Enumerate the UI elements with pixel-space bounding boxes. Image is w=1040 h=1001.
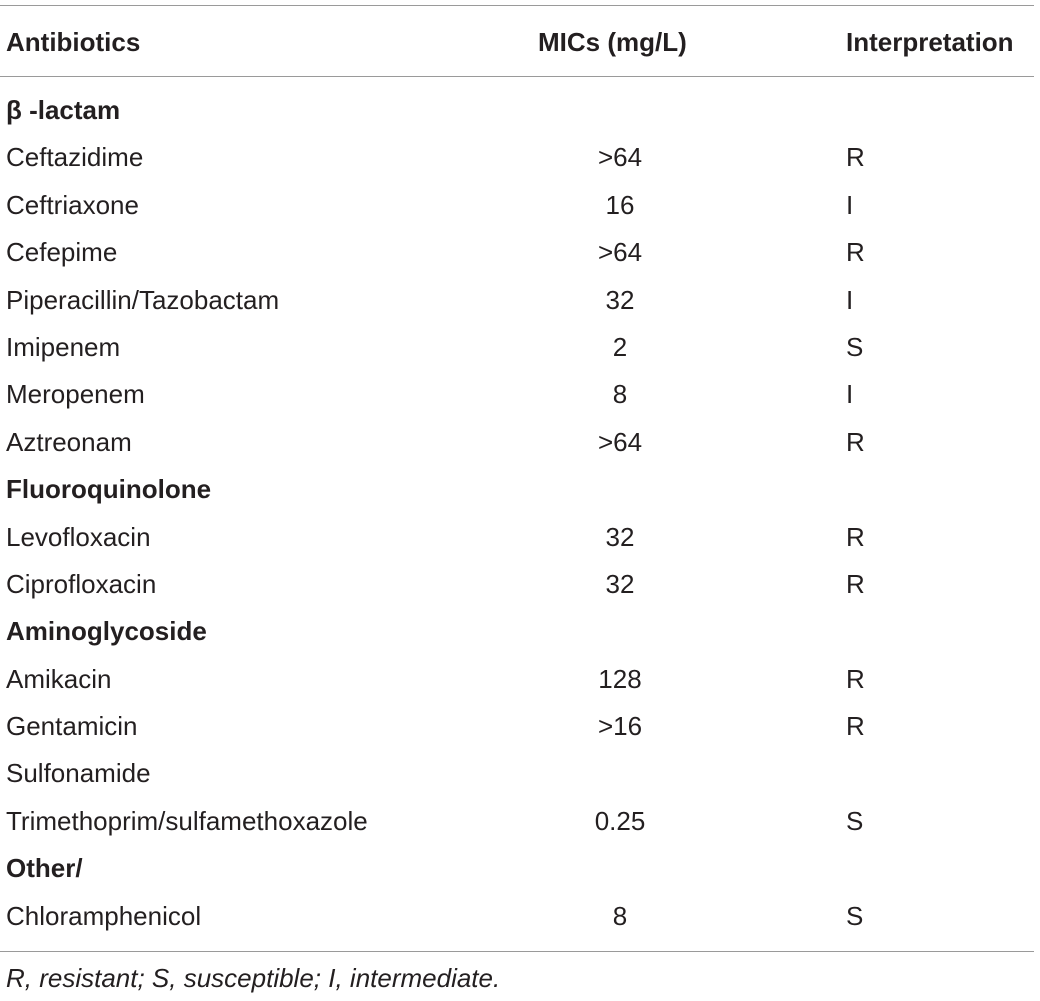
antibiotic-name: Piperacillin/Tazobactam <box>6 284 280 315</box>
mic-value: 8 <box>612 900 628 931</box>
table-group-row <box>0 609 1034 656</box>
table-row <box>0 183 1034 230</box>
table-row <box>0 562 1034 609</box>
table-row <box>0 135 1034 182</box>
mic-value: 32 <box>605 521 635 552</box>
interpretation-value: R <box>846 663 865 694</box>
antibiotic-name: Sulfonamide <box>6 758 151 789</box>
table-row <box>0 799 1034 846</box>
interpretation-value: I <box>846 189 854 220</box>
group-label: Other/ <box>6 853 83 884</box>
antibiotic-name: Ciprofloxacin <box>6 568 157 599</box>
antibiotic-name: Ceftriaxone <box>6 189 139 220</box>
table-body <box>0 88 1034 941</box>
interpretation-value: R <box>846 142 865 173</box>
mic-value: 32 <box>605 568 635 599</box>
antibiotic-name: Levofloxacin <box>6 521 151 552</box>
mic-value: 128 <box>598 663 642 694</box>
table-row <box>0 894 1034 941</box>
table-row <box>0 278 1034 325</box>
antibiotic-name: Chloramphenicol <box>6 900 202 931</box>
interpretation-value: I <box>846 284 854 315</box>
mic-value: 32 <box>605 284 635 315</box>
mic-value: 16 <box>605 189 635 220</box>
interpretation-value: S <box>846 331 864 362</box>
table-row <box>0 325 1034 372</box>
mic-value: >16 <box>597 711 643 742</box>
header-interpretation: Interpretation <box>846 27 1014 57</box>
interpretation-value: S <box>846 805 864 836</box>
table-footnote: R, resistant; S, susceptible; I, intermediate. <box>6 963 501 993</box>
antibiotic-name: Meropenem <box>6 379 145 410</box>
antibiotic-name: Ceftazidime <box>6 142 144 173</box>
interpretation-value: R <box>846 237 865 268</box>
table-group-row <box>0 88 1034 135</box>
mic-value: >64 <box>597 142 643 173</box>
antibiotic-name: Gentamicin <box>6 711 138 742</box>
header-antibiotics: Antibiotics <box>6 27 141 57</box>
interpretation-value: R <box>846 426 865 457</box>
interpretation-value: R <box>846 711 865 742</box>
table-row <box>0 704 1034 751</box>
group-label: β -lactam <box>6 95 121 125</box>
mic-value: 8 <box>612 379 628 410</box>
antibiotic-name: Imipenem <box>6 331 121 362</box>
antibiotic-name: Aztreonam <box>6 426 132 457</box>
table-row <box>0 230 1034 277</box>
header-mics: MICs (mg/L) <box>538 27 687 57</box>
interpretation-value: R <box>846 521 865 552</box>
group-label: Aminoglycoside <box>6 616 207 647</box>
antibiotic-name: Trimethoprim/sulfamethoxazole <box>6 805 368 836</box>
interpretation-value: R <box>846 568 865 599</box>
interpretation-value: S <box>846 900 864 931</box>
table-row <box>0 372 1034 419</box>
mic-value: >64 <box>597 237 643 268</box>
antibiotic-name: Cefepime <box>6 237 118 268</box>
table-group-row <box>0 467 1034 514</box>
table-row <box>0 657 1034 704</box>
mic-value: 2 <box>612 331 628 362</box>
group-label: Fluoroquinolone <box>6 474 212 505</box>
table-row <box>0 515 1034 562</box>
mic-value: >64 <box>597 426 643 457</box>
antibiotic-name: Amikacin <box>6 663 112 694</box>
table-header-row <box>0 5 1034 76</box>
table-header-rule <box>0 76 1034 77</box>
table-group-row <box>0 846 1034 893</box>
table-row <box>0 420 1034 467</box>
mic-value: 0.25 <box>594 805 646 836</box>
table-bottom-rule <box>0 951 1034 952</box>
interpretation-value: I <box>846 379 854 410</box>
table-row <box>0 751 1034 798</box>
